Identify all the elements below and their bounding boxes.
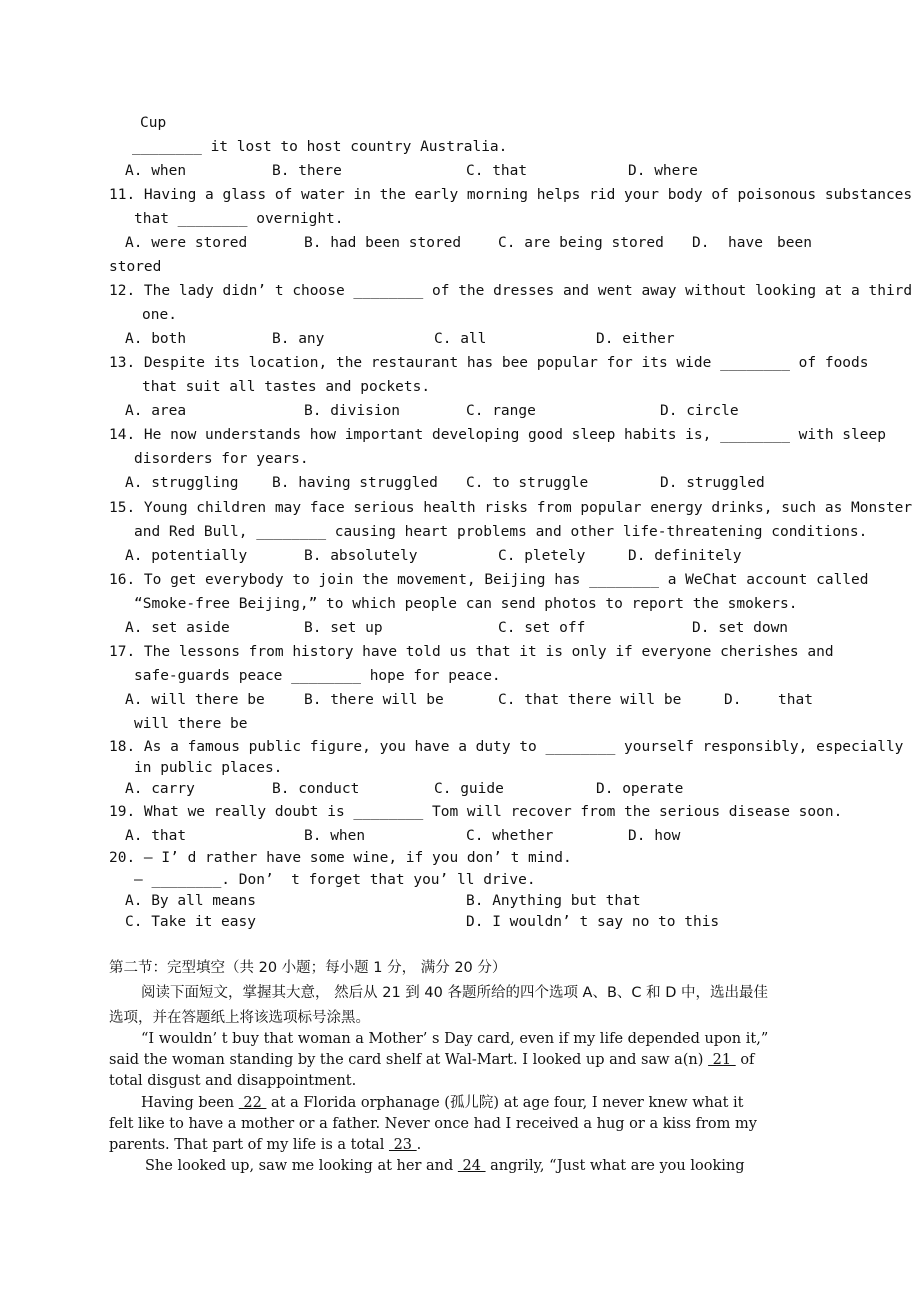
q10-option-a: A. when xyxy=(125,163,187,179)
q11-option-c: C. are being stored xyxy=(498,235,664,251)
q16-option-d: D. set down xyxy=(692,620,789,636)
q11-stem-line1: 11. Having a glass of water in the early morning helps rid your body of poisonous substances xyxy=(109,187,913,203)
q13-stem-line1: 13. Despite its location, the restaurant has bee popular for its wide ________ of foods xyxy=(109,355,869,371)
q12-option-d: D. either xyxy=(596,331,675,347)
q11-option-a: A. were stored xyxy=(125,235,248,251)
q19-option-c: C. whether xyxy=(466,828,554,844)
q17-option-d-word1: that xyxy=(778,692,813,708)
blank-23: 23 xyxy=(388,1137,417,1153)
q14-option-a: A. struggling xyxy=(125,475,239,491)
q15-stem-line2: and Red Bull, ________ causing heart problems and other life-threatening conditions. xyxy=(134,524,868,540)
q13-option-b: B. division xyxy=(304,403,401,419)
section2-instructions-line2: 选项，并在答题纸上将该选项标号涂黑。 xyxy=(109,1010,370,1026)
q20-option-b: B. Anything but that xyxy=(466,893,641,909)
section2-heading: 第二节：完型填空（共 20 小题；每小题 1 分， 满分 20 分） xyxy=(109,960,507,976)
passage-line-3: total disgust and disappointment. xyxy=(109,1073,357,1089)
q19-option-d: D. how xyxy=(628,828,681,844)
q13-option-a: A. area xyxy=(125,403,187,419)
q16-option-c: C. set off xyxy=(498,620,586,636)
q20-stem-line1: 20. – I’ d rather have some wine, if you don’ t mind. xyxy=(109,850,572,866)
passage-line-7: She looked up, saw me looking at her and 24 angrily, “Just what are you looking xyxy=(145,1158,745,1174)
q15-stem-line1: 15. Young children may face serious health risks from popular energy drinks, such as Monster xyxy=(109,500,913,516)
q20-option-a: A. By all means xyxy=(125,893,256,909)
q15-option-b: B. absolutely xyxy=(304,548,418,564)
q20-stem-line2: – ________. Don’ t forget that you’ ll drive. xyxy=(134,872,536,888)
q17-option-d-label: D. xyxy=(724,692,742,708)
blank-21: 21 xyxy=(708,1052,736,1068)
q14-stem-line1: 14. He now understands how important developing good sleep habits is, ________ with sleep xyxy=(109,427,886,443)
q16-option-a: A. set aside xyxy=(125,620,230,636)
q19-option-b: B. when xyxy=(304,828,366,844)
q10-continuation-1: Cup xyxy=(140,115,167,131)
q10-continuation-2: ________ it lost to host country Australia. xyxy=(132,139,508,155)
q11-option-d-label: D. xyxy=(692,235,710,251)
passage-line-5: felt like to have a mother or a father. Never once had I received a hug or a kiss from my xyxy=(109,1116,757,1132)
q17-option-a: A. will there be xyxy=(125,692,265,708)
q12-option-c: C. all xyxy=(434,331,487,347)
q16-option-b: B. set up xyxy=(304,620,383,636)
q12-stem-line2: one. xyxy=(142,307,177,323)
q18-option-b: B. conduct xyxy=(272,781,360,797)
q14-option-c: C. to struggle xyxy=(466,475,589,491)
q19-option-a: A. that xyxy=(125,828,187,844)
passage-line-1: “I wouldn’ t buy that woman a Mother’ s Day card, even if my life depended upon it,” xyxy=(141,1031,769,1047)
q18-option-d: D. operate xyxy=(596,781,684,797)
q17-stem-line1: 17. The lessons from history have told us that it is only if everyone cherishes and xyxy=(109,644,834,660)
q13-option-d: D. circle xyxy=(660,403,739,419)
q16-stem-line2: “Smoke-free Beijing,” to which people can send photos to report the smokers. xyxy=(134,596,798,612)
q18-stem-line2: in public places. xyxy=(134,760,283,776)
q17-option-b: B. there will be xyxy=(304,692,444,708)
q11-option-d-word2: been xyxy=(777,235,812,251)
q20-option-c: C. Take it easy xyxy=(125,914,256,930)
passage-line-2: said the woman standing by the card shelf at Wal-Mart. I looked up and saw a(n) 21 of xyxy=(109,1052,755,1068)
q15-option-d: D. definitely xyxy=(628,548,742,564)
q10-option-c: C. that xyxy=(466,163,528,179)
q11-option-d-word3: stored xyxy=(109,259,162,275)
q18-option-a: A. carry xyxy=(125,781,195,797)
q20-option-d: D. I wouldn’ t say no to this xyxy=(466,914,720,930)
q13-stem-line2: that suit all tastes and pockets. xyxy=(142,379,431,395)
passage-line-6: parents. That part of my life is a total 23 . xyxy=(109,1137,422,1153)
q13-option-c: C. range xyxy=(466,403,536,419)
q16-stem-line1: 16. To get everybody to join the movement, Beijing has ________ a WeChat account called xyxy=(109,572,869,588)
q11-option-d-word1: have xyxy=(728,235,763,251)
q17-option-d-word2: will there be xyxy=(134,716,248,732)
q18-option-c: C. guide xyxy=(434,781,504,797)
q19-stem-line1: 19. What we really doubt is ________ Tom will recover from the serious disease soon. xyxy=(109,804,843,820)
q12-option-a: A. both xyxy=(125,331,187,347)
q15-option-a: A. potentially xyxy=(125,548,248,564)
q11-option-b: B. had been stored xyxy=(304,235,462,251)
q14-option-b: B. having struggled xyxy=(272,475,438,491)
q18-stem-line1: 18. As a famous public figure, you have a duty to ________ yourself responsibly, especially xyxy=(109,739,904,755)
q12-option-b: B. any xyxy=(272,331,325,347)
section2-instructions-line1: 阅读下面短文，掌握其大意， 然后从 21 到 40 各题所给的四个选项 A、B、C 和 D 中，选出最佳 xyxy=(141,985,769,1001)
q15-option-c: C. pletely xyxy=(498,548,586,564)
q14-option-d: D. struggled xyxy=(660,475,765,491)
q17-option-c: C. that there will be xyxy=(498,692,682,708)
blank-22: 22 xyxy=(238,1095,267,1111)
q10-option-b: B. there xyxy=(272,163,342,179)
q10-option-d: D. where xyxy=(628,163,698,179)
blank-24: 24 xyxy=(457,1158,486,1174)
q12-stem-line1: 12. The lady didn’ t choose ________ of the dresses and went away without looking at a third xyxy=(109,283,913,299)
q11-stem-line2: that ________ overnight. xyxy=(134,211,344,227)
q14-stem-line2: disorders for years. xyxy=(134,451,309,467)
q17-stem-line2: safe-guards peace ________ hope for peace. xyxy=(134,668,501,684)
passage-line-4: Having been 22 at a Florida orphanage (孤儿院) at age four, I never knew what it xyxy=(141,1095,744,1111)
